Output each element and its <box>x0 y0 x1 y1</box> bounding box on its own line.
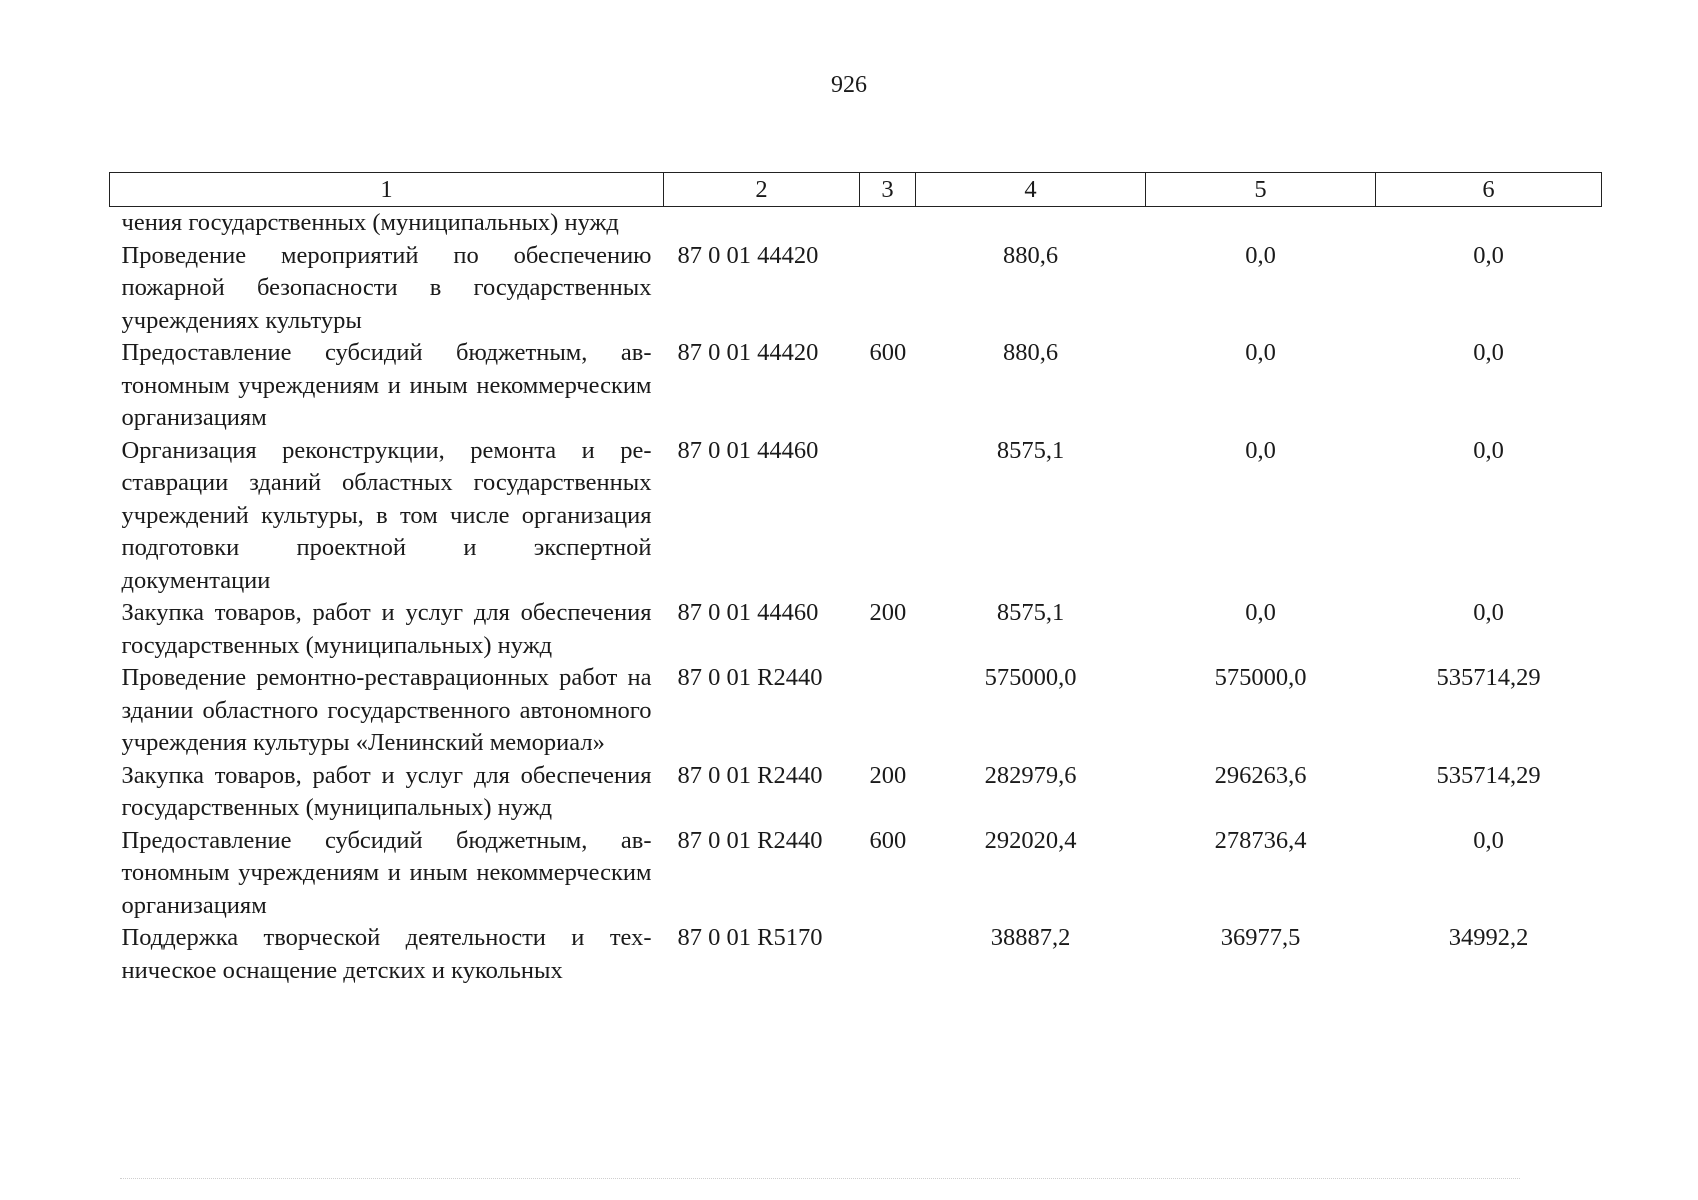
cell-value-4: 292020,4 <box>984 826 1077 854</box>
cell-value-6: 0,0 <box>1473 436 1504 464</box>
header-row <box>110 173 1602 207</box>
cell-name: Поддержка творческой деятельности и техническое оснащение детских и кукольных <box>121 924 652 984</box>
cell-name: Проведение ремонтно-реставрационных работ на здании областного государственного автономного учреждения культуры «Ленинский мемориал» <box>121 664 652 756</box>
cell-name: Проведение мероприятий по обеспечению пожарной безопасности в государственных учреждениях культуры <box>121 241 652 334</box>
cell-expense-type: 600 <box>869 339 907 366</box>
table-row <box>110 922 1602 987</box>
cell-value-4 <box>916 207 1146 240</box>
cell-value-4: 880,6 <box>1002 339 1059 366</box>
cell-code: 87 0 01 R2440 <box>677 761 823 789</box>
cell-expense-type <box>860 435 916 598</box>
table-row <box>110 825 1602 923</box>
cell-value-4: 38887,2 <box>990 924 1071 951</box>
cell-value-4: 575000,0 <box>984 664 1077 691</box>
cell-expense-type: 200 <box>869 599 907 626</box>
cell-value-4: 8575,1 <box>996 436 1065 464</box>
table-row <box>110 435 1602 598</box>
cell-code: 87 0 01 R5170 <box>677 924 823 951</box>
cell-code: 87 0 01 44460 <box>677 436 819 464</box>
cell-name: Предоставление субсидий бюджетным, автономным учреждениям и иным некоммерческим организациям <box>121 826 652 919</box>
cell-code: 87 0 01 R2440 <box>677 664 823 691</box>
scan-artifact-line <box>120 1178 1520 1181</box>
cell-value-4: 282979,6 <box>984 761 1077 789</box>
budget-table <box>109 172 1602 987</box>
cell-value-4: 8575,1 <box>996 599 1065 626</box>
column-header-3: 3 <box>860 173 916 207</box>
cell-name: Предоставление субсидий бюджетным, автономным учреждениям и иным некоммерческим организациям <box>121 339 652 431</box>
column-header-2: 2 <box>664 173 860 207</box>
cell-expense-type <box>860 240 916 338</box>
column-header-4: 4 <box>916 173 1146 207</box>
cell-value-6: 0,0 <box>1473 826 1504 854</box>
cell-code: 87 0 01 44460 <box>677 599 819 626</box>
column-header-1: 1 <box>110 173 664 207</box>
cell-value-5 <box>1146 207 1376 240</box>
page-number: 926 <box>831 72 867 98</box>
cell-expense-type <box>860 207 916 240</box>
cell-value-5: 0,0 <box>1245 436 1276 464</box>
cell-value-4: 880,6 <box>1002 241 1059 269</box>
cell-name: Закупка товаров, работ и услуг для обеспечения государственных (муниципальных) нужд <box>121 761 652 821</box>
cell-value-6: 34992,2 <box>1448 924 1529 951</box>
cell-value-6: 0,0 <box>1473 599 1504 626</box>
cell-value-5: 0,0 <box>1245 339 1276 366</box>
cell-code: 87 0 01 44420 <box>677 339 819 366</box>
table-row <box>110 240 1602 338</box>
cell-code: 87 0 01 R2440 <box>677 826 823 854</box>
table-row <box>110 597 1602 662</box>
cell-value-5: 278736,4 <box>1214 826 1307 854</box>
cell-expense-type: 200 <box>869 761 907 789</box>
cell-value-6: 535714,29 <box>1436 664 1541 691</box>
table-header <box>110 173 1602 207</box>
table-row <box>110 760 1602 825</box>
cell-value-5: 0,0 <box>1245 599 1276 626</box>
cell-value-6: 0,0 <box>1473 241 1504 269</box>
cell-value-6: 535714,29 <box>1436 761 1541 789</box>
table-row <box>110 662 1602 760</box>
cell-name: Закупка товаров, работ и услуг для обеспечения государственных (муниципальных) нужд <box>121 599 652 659</box>
table-row <box>110 337 1602 435</box>
cell-value-5: 36977,5 <box>1220 924 1301 951</box>
cell-value-5: 575000,0 <box>1214 664 1307 691</box>
column-header-6: 6 <box>1376 173 1602 207</box>
cell-value-5: 0,0 <box>1245 241 1276 269</box>
cell-expense-type: 600 <box>869 826 907 854</box>
cell-name: чения государственных (муниципальных) нужд <box>121 209 619 236</box>
cell-expense-type <box>860 922 916 987</box>
cell-value-6: 0,0 <box>1473 339 1504 366</box>
table-body <box>110 207 1602 988</box>
cell-value-5: 296263,6 <box>1214 761 1307 789</box>
cell-code <box>664 207 860 240</box>
cell-code: 87 0 01 44420 <box>677 241 819 269</box>
table-row <box>110 207 1602 240</box>
cell-expense-type <box>860 662 916 760</box>
column-header-5: 5 <box>1146 173 1376 207</box>
cell-value-6 <box>1376 207 1602 240</box>
cell-name: Организация реконструкции, ремонта и реставрации зданий областных государственных учреждений культуры, в том числе организация подготовки проектной и экспертной документации <box>121 436 652 594</box>
